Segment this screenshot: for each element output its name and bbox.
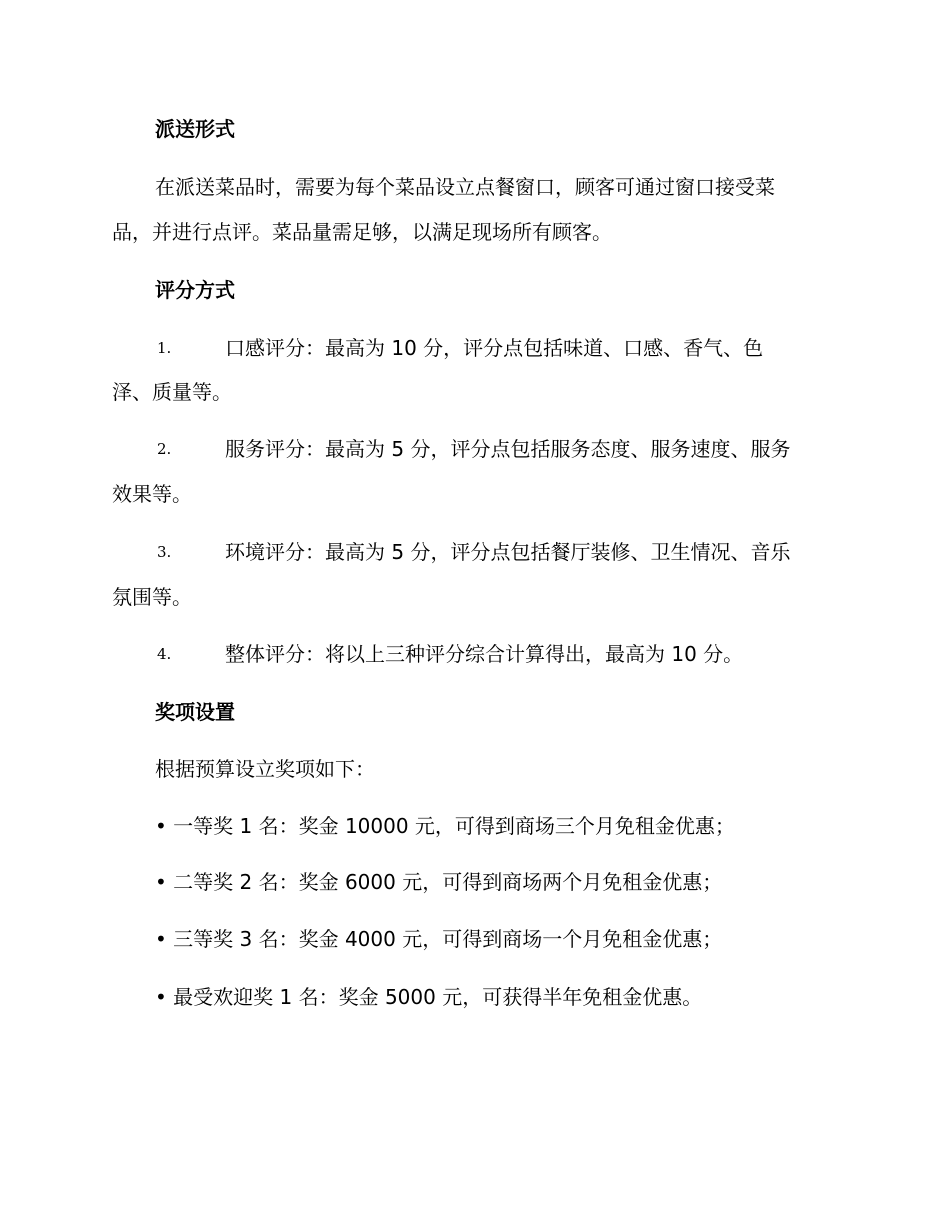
delivery-paragraph-line-1: 在派送菜品时，需要为每个菜品设立点餐窗口，顾客可通过窗口接受菜	[155, 175, 775, 199]
scoring-item-number: 3.	[157, 543, 172, 561]
scoring-item-number: 2.	[157, 440, 172, 458]
award-list-item: • 二等奖 2 名：奖金 6000 元，可得到商场两个月免租金优惠；	[155, 870, 723, 894]
scoring-item-line-2: 效果等。	[112, 482, 192, 506]
award-list-item: • 三等奖 3 名：奖金 4000 元，可得到商场一个月免租金优惠；	[155, 927, 723, 951]
scoring-item-line-1: 口感评分：最高为 10 分，评分点包括味道、口感、香气、色	[225, 336, 764, 360]
section-heading-scoring: 评分方式	[155, 278, 235, 302]
award-list-item: • 一等奖 1 名：奖金 10000 元，可得到商场三个月免租金优惠；	[155, 814, 735, 838]
awards-intro: 根据预算设立奖项如下：	[155, 757, 375, 781]
scoring-item-number: 1.	[157, 339, 172, 357]
scoring-item-line-1: 环境评分：最高为 5 分，评分点包括餐厅装修、卫生情况、音乐	[225, 540, 791, 564]
award-list-item: • 最受欢迎奖 1 名：奖金 5000 元，可获得半年免租金优惠。	[155, 985, 703, 1009]
section-heading-awards: 奖项设置	[155, 700, 235, 724]
delivery-paragraph-line-2: 品，并进行点评。菜品量需足够，以满足现场所有顾客。	[112, 220, 612, 244]
scoring-item-line-1: 整体评分：将以上三种评分综合计算得出，最高为 10 分。	[225, 642, 744, 666]
scoring-item-line-2: 氛围等。	[112, 585, 192, 609]
scoring-item-line-2: 泽、质量等。	[112, 380, 232, 404]
section-heading-delivery: 派送形式	[155, 117, 235, 141]
scoring-item-line-1: 服务评分：最高为 5 分，评分点包括服务态度、服务速度、服务	[225, 437, 791, 461]
scoring-item-number: 4.	[157, 645, 172, 663]
